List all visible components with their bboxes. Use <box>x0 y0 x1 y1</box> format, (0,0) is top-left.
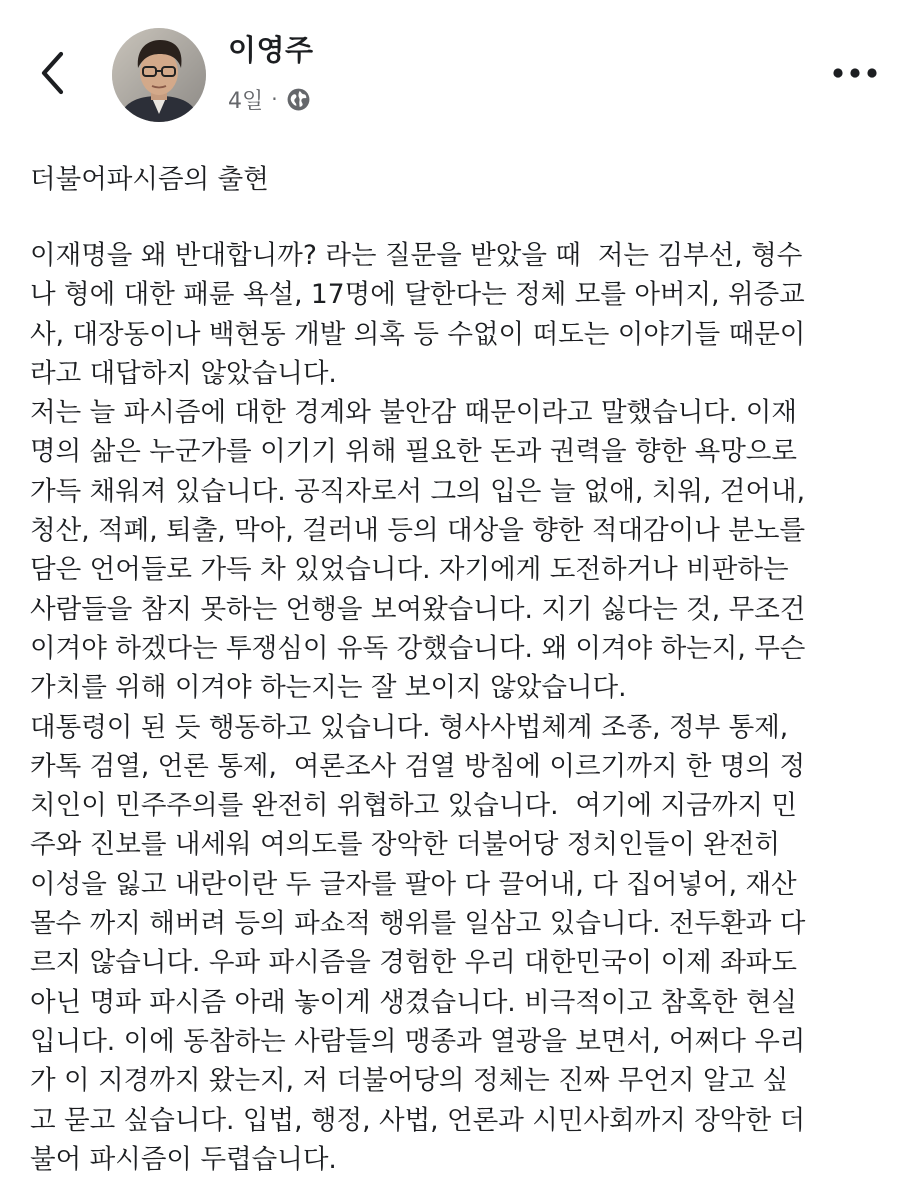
more-options-icon <box>826 58 884 88</box>
post-body-line: 고 묻고 싶습니다. 입법, 행정, 사법, 언론과 시민사회까지 장악한 더 <box>30 1104 806 1136</box>
post-body-line: 이성을 잃고 내란이란 두 글자를 팔아 다 끌어내, 다 집어넣어, 재산 <box>30 868 797 900</box>
post-body-line: 사람들을 참지 못하는 언행을 보여왔습니다. 지기 싫다는 것, 무조건 <box>30 593 806 625</box>
post-body-line: 카톡 검열, 언론 통제, 여론조사 검열 방침에 이르기까지 한 명의 정 <box>30 750 806 782</box>
post-body-line: 이겨야 하겠다는 투쟁심이 유독 강했습니다. 왜 이겨야 하는지, 무슨 <box>30 632 806 664</box>
post-body-line: 입니다. 이에 동참하는 사람들의 맹종과 열광을 보면서, 어쩌다 우리 <box>30 1025 806 1057</box>
post-body-line: 아닌 명파 파시즘 아래 놓이게 생겼습니다. 비극적이고 참혹한 현실 <box>30 986 797 1018</box>
back-button[interactable] <box>30 48 80 98</box>
post-body-line: 나 형에 대한 패륜 욕설, 17명에 달한다는 정체 모를 아버지, 위증교 <box>30 279 805 311</box>
post-body-line: 몰수 까지 해버려 등의 파쇼적 행위를 일삼고 있습니다. 전두환과 다 <box>30 908 806 940</box>
avatar[interactable] <box>112 28 206 122</box>
post-title: 더불어파시즘의 출현 <box>30 164 269 195</box>
profile-photo <box>112 28 206 122</box>
post-body-line: 사, 대장동이나 백현동 개발 의혹 등 수없이 떠도는 이야기들 때문이 <box>30 318 806 350</box>
post-body-line: 가 이 지경까지 왔는지, 저 더불어당의 정체는 진짜 무언지 알고 싶 <box>30 1065 789 1097</box>
meta-separator: · <box>271 87 278 111</box>
post-header <box>0 0 908 140</box>
post-body <box>30 236 890 1179</box>
post-body-line: 명의 삶은 누군가를 이기기 위해 필요한 돈과 권력을 향한 욕망으로 <box>30 436 797 468</box>
post-body-line: 가득 채워져 있습니다. 공직자로서 그의 입은 늘 없애, 치워, 걷어내, <box>30 475 806 507</box>
post-meta <box>228 84 311 114</box>
post-body-line: 르지 않습니다. 우파 파시즘을 경험한 우리 대한민국이 이제 좌파도 <box>30 947 797 979</box>
post-body-line: 치인이 민주주의를 완전히 위협하고 있습니다. 여기에 지금까지 민 <box>30 790 797 822</box>
post-body-line: 라고 대답하지 않았습니다. <box>30 357 337 389</box>
globe-icon <box>286 87 311 112</box>
post-body-line: 대통령이 된 듯 행동하고 있습니다. 형사사법체계 조종, 정부 통제, <box>30 711 789 743</box>
author-name[interactable]: 이영주 <box>228 33 314 67</box>
post-time[interactable]: 4일 <box>228 88 264 114</box>
post-body-line: 청산, 적폐, 퇴출, 막아, 걸러내 등의 대상을 향한 적대감이나 분노를 <box>30 515 806 547</box>
post-body-line: 가치를 위해 이겨야 하는지는 잘 보이지 않았습니다. <box>30 672 627 704</box>
post-body-line: 담은 언어들로 가득 차 있었습니다. 자기에게 도전하거나 비판하는 <box>30 554 789 586</box>
post-body-line: 불어 파시즘이 두렵습니다. <box>30 1143 337 1175</box>
post-body-line: 주와 진보를 내세워 여의도를 장악한 더불어당 정치인들이 완전히 <box>30 829 781 861</box>
more-options-button[interactable] <box>826 58 884 88</box>
back-arrow-icon <box>30 48 80 98</box>
post-body-line: 저는 늘 파시즘에 대한 경계와 불안감 때문이라고 말했습니다. 이재 <box>30 397 797 429</box>
post-body-line: 이재명을 왜 반대합니까? 라는 질문을 받았을 때 저는 김부선, 형수 <box>30 240 803 271</box>
